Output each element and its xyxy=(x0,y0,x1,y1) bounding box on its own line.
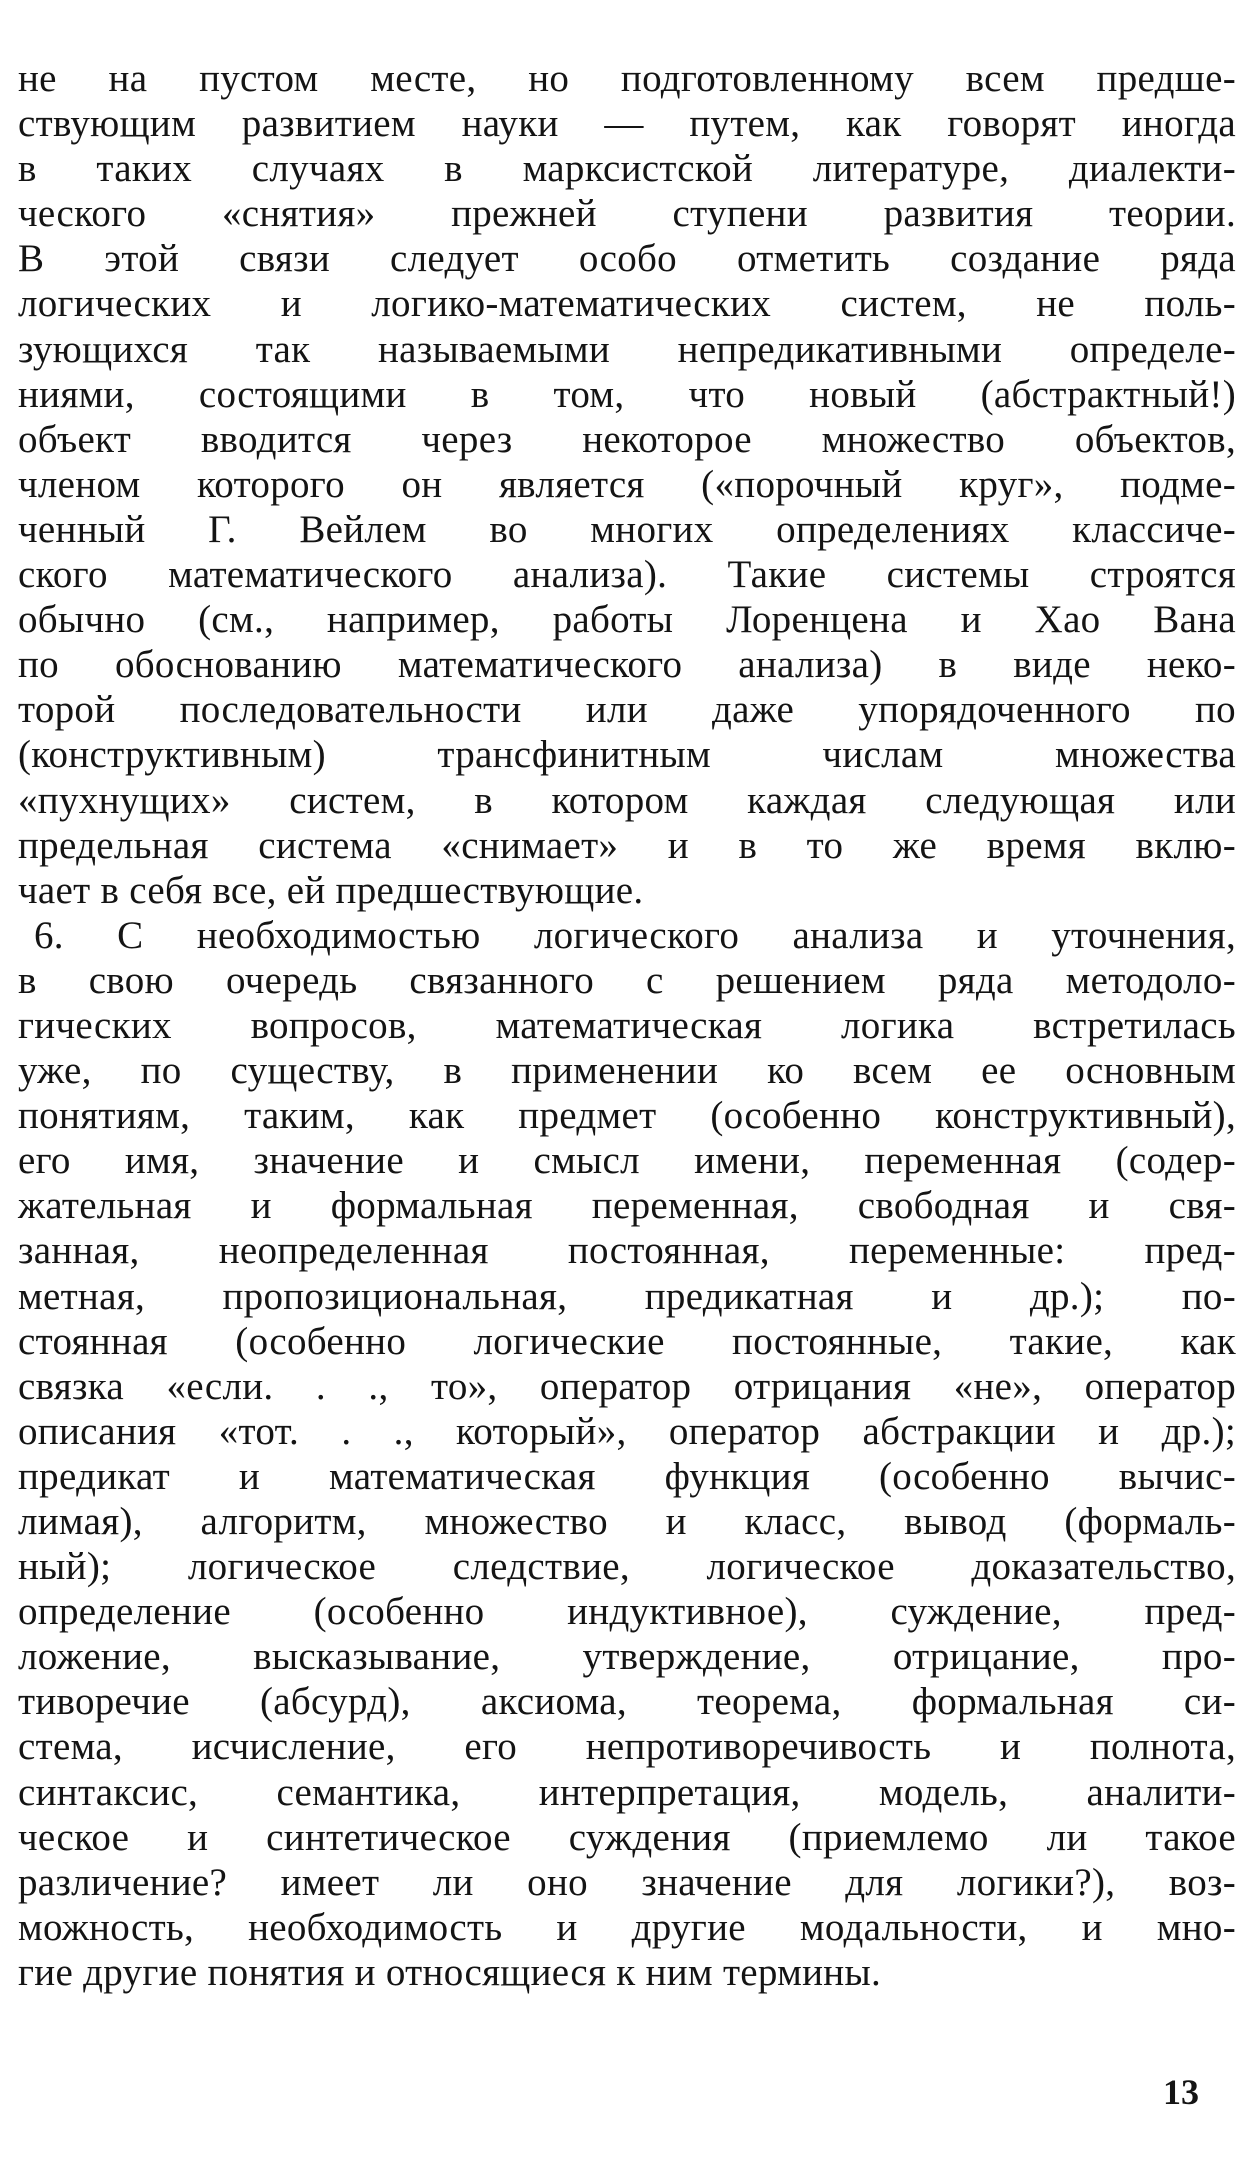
text-line: метная, пропозициональная, предикатная и др.); по- xyxy=(18,1274,1236,1318)
text-line: тиворечие (абсурд), аксиома, теорема, формальная си- xyxy=(18,1680,1236,1724)
text-line: жательная и формальная переменная, свободная и свя- xyxy=(18,1184,1236,1228)
text-line: В этой связи следует особо отметить создание ряда xyxy=(18,237,1236,281)
page-number: 13 xyxy=(1163,2072,1199,2112)
text-line: ложение, высказывание, утверждение, отрицание, про- xyxy=(18,1635,1236,1679)
text-line: в свою очередь связанного с решением ряда методоло- xyxy=(18,958,1236,1002)
text-line: гических вопросов, математическая логика встретилась xyxy=(18,1003,1236,1047)
text-line: обычно (см., например, работы Лоренцена и Хао Вана xyxy=(18,598,1236,642)
text-line: предельная система «снимает» и в то же время вклю- xyxy=(18,823,1236,867)
text-line: ского математического анализа). Такие системы строятся xyxy=(18,553,1236,597)
text-line: объект вводится через некоторое множество объектов, xyxy=(18,417,1236,461)
text-line: логических и логико-математических систем, не поль- xyxy=(18,282,1236,326)
text-line: ный); логическое следствие, логическое доказательство, xyxy=(18,1545,1236,1589)
body-text xyxy=(18,56,1236,1995)
text-line: ствующим развитием науки — путем, как говорят иногда xyxy=(18,102,1236,146)
text-line: описания «тот. . ., который», оператор абстракции и др.); xyxy=(18,1409,1236,1453)
text-line: стоянная (особенно логические постоянные, такие, как xyxy=(18,1319,1236,1363)
text-line: различение? имеет ли оно значение для логики?), воз- xyxy=(18,1860,1236,1904)
text-line: гие другие понятия и относящиеся к ним термины. xyxy=(18,1950,881,1994)
text-line: можность, необходимость и другие модальности, и мно- xyxy=(18,1905,1236,1949)
text-line: торой последовательности или даже упорядоченного по xyxy=(18,688,1236,732)
text-line: «пухнущих» систем, в котором каждая следующая или xyxy=(18,778,1236,822)
text-line: занная, неопределенная постоянная, переменные: пред- xyxy=(18,1229,1236,1273)
text-line: лимая), алгоритм, множество и класс, вывод (формаль- xyxy=(18,1500,1236,1543)
text-line: по обоснованию математического анализа) в виде неко- xyxy=(18,643,1236,687)
text-line: (конструктивным) трансфинитным числам множества xyxy=(18,733,1236,777)
text-line: чает в себя все, ей предшествующие. xyxy=(18,868,644,912)
text-line: ченный Г. Вейлем во многих определениях классиче- xyxy=(18,507,1236,551)
text-line: понятиям, таким, как предмет (особенно конструктивный), xyxy=(18,1094,1236,1138)
text-line: связка «если. . ., то», оператор отрицания «не», оператор xyxy=(18,1364,1236,1408)
text-line: ческое и синтетическое суждения (приемлемо ли такое xyxy=(18,1815,1236,1859)
text-line: не на пустом месте, но подготовленному всем предше- xyxy=(18,57,1236,100)
text-line: 6. С необходимостью логического анализа и уточнения, xyxy=(34,913,1236,957)
text-line: членом которого он является («порочный круг», подме- xyxy=(18,462,1236,506)
text-line: предикат и математическая функция (особенно вычис- xyxy=(18,1454,1236,1498)
text-line: уже, по существу, в применении ко всем ее основным xyxy=(18,1049,1236,1093)
text-line: зующихся так называемыми непредикативными определе- xyxy=(18,327,1236,371)
text-line: ческого «снятия» прежней ступени развития теории. xyxy=(18,192,1236,236)
text-line: определение (особенно индуктивное), суждение, пред- xyxy=(18,1590,1236,1634)
text-line: ниями, состоящими в том, что новый (абстрактный!) xyxy=(18,372,1236,416)
text-line: его имя, значение и смысл имени, переменная (содер- xyxy=(18,1139,1236,1183)
text-line: в таких случаях в марксистской литературе, диалекти- xyxy=(18,147,1236,191)
text-line: синтаксис, семантика, интерпретация, модель, аналити- xyxy=(18,1770,1236,1814)
text-line: стема, исчисление, его непротиворечивость и полнота, xyxy=(18,1725,1236,1769)
